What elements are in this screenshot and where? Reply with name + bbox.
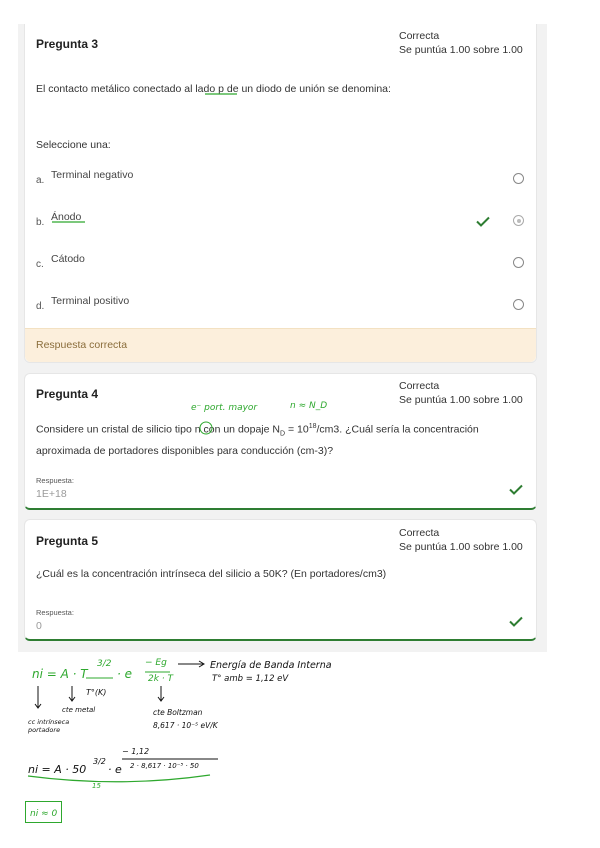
- handwritten-circle: [198, 420, 214, 436]
- question-4-text-a: Considere un cristal de silicio tipo n con un dopaje N: [36, 423, 280, 436]
- formula2-ni: ni = A · 50: [28, 763, 87, 776]
- formula-e: · e: [117, 667, 133, 681]
- formula-exp-den: 2k · T: [148, 674, 174, 684]
- option-d-letter: d.: [36, 301, 45, 312]
- formula2-under: 15: [92, 782, 101, 790]
- question-5-status: [399, 526, 523, 554]
- question-5-title: Pregunta 5: [36, 534, 99, 548]
- boltzmann-value: 8,617 · 10⁻⁵ eV/K: [153, 721, 218, 730]
- select-one-label: Seleccione una:: [36, 139, 111, 151]
- question-4-score: Se puntúa 1.00 sobre 1.00: [399, 394, 523, 406]
- question-5-text: ¿Cuál es la concentración intrínseca del silicio a 50K? (En portadores/cm3): [36, 568, 387, 580]
- formula-exp-num: − Eg: [145, 658, 167, 668]
- question-5-state: Correcta: [399, 527, 440, 539]
- question-4-title: Pregunta 4: [36, 387, 99, 401]
- option-d-radio[interactable]: [513, 299, 524, 310]
- question-3-card: [24, 24, 537, 363]
- formula-ni: ni = A · T: [32, 667, 88, 681]
- question-3-score: Se puntúa 1.00 sobre 1.00: [399, 44, 523, 56]
- answer-label: Respuesta:: [36, 608, 74, 617]
- metal-constant-label: cte metal: [62, 706, 96, 714]
- formula-exp-32: 3/2: [97, 659, 112, 669]
- question-4-sup: 18: [308, 423, 317, 430]
- question-3-status: [399, 29, 523, 57]
- question-4-status: [399, 379, 523, 407]
- check-icon: [509, 484, 523, 495]
- question-4-state: Correcta: [399, 380, 440, 392]
- quiz-review-screen: [18, 24, 547, 652]
- band-energy-label: Energía de Banda Interna: [210, 660, 332, 671]
- question-5-card: [24, 519, 537, 641]
- question-5-score: Se puntúa 1.00 sobre 1.00: [399, 541, 523, 553]
- feedback-box: [25, 328, 536, 362]
- formula2-den: 2 · 8,617 · 10⁻⁵ · 50: [130, 762, 199, 770]
- question-4-text-d: aproximada de portadores disponibles para conducción (cm-3)?: [36, 444, 334, 457]
- option-d[interactable]: [36, 295, 524, 317]
- check-icon: [509, 616, 523, 627]
- band-energy-value: T° amb = 1,12 eV: [212, 674, 289, 684]
- option-c-radio[interactable]: [513, 257, 524, 268]
- question-4-text-b: = 10: [285, 423, 309, 436]
- check-icon: [476, 216, 490, 227]
- option-c[interactable]: [36, 253, 524, 275]
- option-b-radio[interactable]: [513, 215, 524, 226]
- handwritten-strokes: [0, 652, 600, 848]
- option-d-text: Terminal positivo: [51, 295, 130, 307]
- option-a-letter: a.: [36, 175, 45, 186]
- handwritten-notes: [0, 652, 600, 848]
- result-box: [25, 801, 62, 823]
- result-text: ni ≈ 0: [30, 809, 58, 819]
- formula2-exp: 3/2: [93, 757, 106, 766]
- option-b-text: Ánodo: [51, 211, 82, 223]
- answer-value: 1E+18: [36, 488, 67, 500]
- question-3-state: Correcta: [399, 30, 440, 42]
- intrinsic-label: cc intrínseca portadore: [28, 718, 70, 734]
- formula2-e: · e: [108, 763, 122, 776]
- option-a-text: Terminal negativo: [51, 169, 134, 181]
- option-c-letter: c.: [36, 259, 44, 270]
- formula2-num: − 1,12: [122, 747, 150, 756]
- answer-label: Respuesta:: [36, 476, 74, 485]
- question-4-card: [24, 373, 537, 510]
- handwritten-note: e⁻ port. mayor: [191, 403, 258, 413]
- question-4-sub: D: [279, 430, 286, 438]
- feedback-text: Respuesta correcta: [36, 339, 128, 351]
- question-3-text: El contacto metálico conectado al lado p de un diodo de unión se denomina:: [36, 83, 391, 95]
- option-a[interactable]: [36, 169, 524, 191]
- option-c-text: Cátodo: [51, 253, 85, 265]
- option-b-letter: b.: [36, 217, 45, 228]
- temperature-unit: T°(K): [86, 688, 107, 697]
- question-4-text-c: /cm3. ¿Cuál sería la concentración: [316, 423, 479, 436]
- answer-value: 0: [36, 620, 42, 632]
- boltzmann-label: cte Boltzman: [153, 708, 203, 717]
- option-b[interactable]: [36, 211, 524, 233]
- handwritten-note: n ≈ N_D: [290, 401, 328, 411]
- option-a-radio[interactable]: [513, 173, 524, 184]
- question-3-title: Pregunta 3: [36, 37, 99, 51]
- question-4-text: [36, 419, 522, 459]
